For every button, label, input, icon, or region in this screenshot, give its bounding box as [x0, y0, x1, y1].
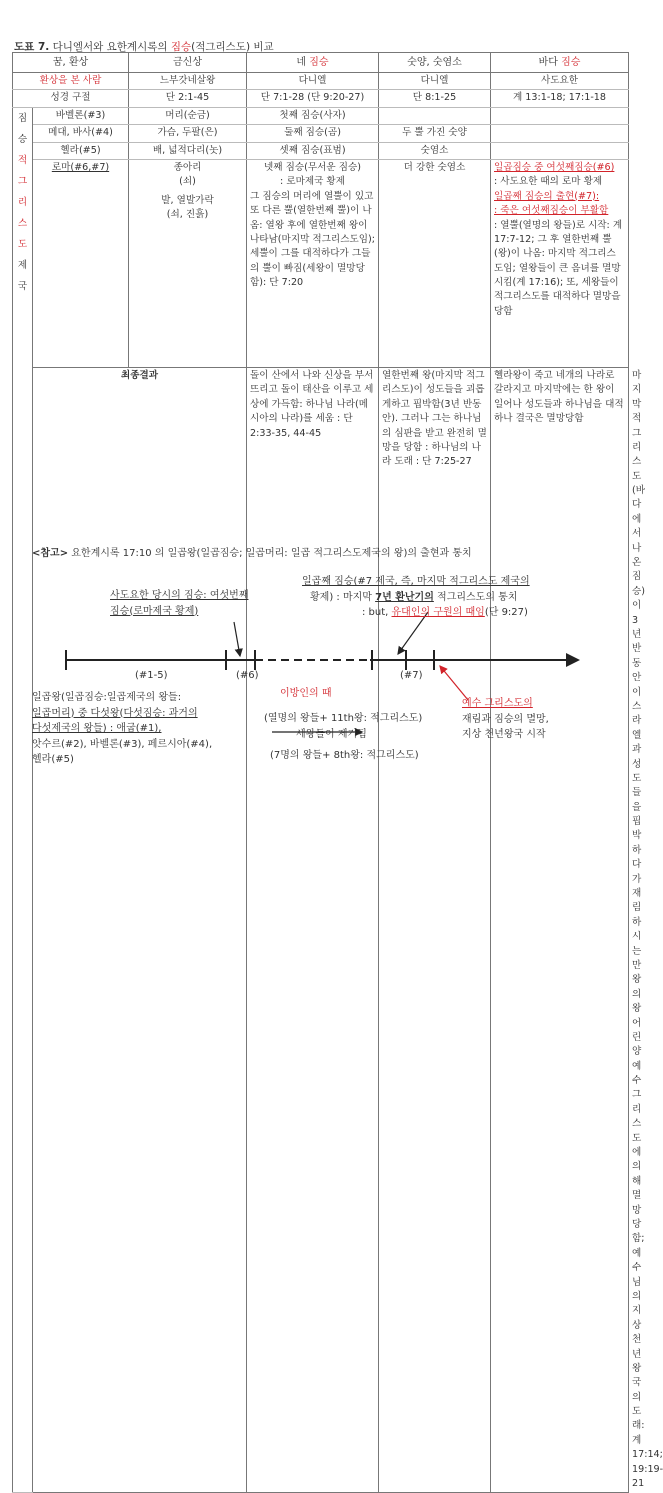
empire-cell: 헬라(#5): [33, 142, 129, 159]
second-coming-note: [462, 696, 549, 743]
empire-cell: 메대, 바사(#4): [33, 125, 129, 142]
kings-line: 다섯제국의 왕들) : 애굽(#1),: [32, 723, 162, 734]
seventh-line: [302, 574, 530, 590]
kings-line: 일곱머리) 중 다섯왕(다섯짐승: 과거의: [32, 707, 198, 719]
seventh-line: [302, 605, 530, 621]
ram-cell: 두 뿔 가진 숫양: [379, 125, 491, 142]
ten-kings-note: (열명의 왕들+ 11th왕: 적그리스도): [264, 713, 423, 724]
john-text: 사도요한 당시의 짐승: 여섯번째: [110, 590, 249, 601]
statue-text: (쇠, 진흙): [166, 209, 209, 221]
seventh-beast-note: [302, 574, 530, 621]
reference-label: 성경 구절: [13, 90, 129, 107]
side-label-char: 국: [17, 280, 28, 292]
beast-cell: 셋째 짐승(표범): [247, 142, 379, 159]
seventh-text: 유대인의 구원의 때임: [391, 607, 485, 618]
statue-text: 발, 열발가락: [161, 194, 214, 206]
five-kings-note: [32, 690, 212, 768]
label-6: (#6): [236, 670, 259, 681]
side-label-char: 리: [17, 196, 28, 208]
label-1-5: (#1-5): [135, 670, 168, 681]
final-ram: 헬라왕이 죽고 네개의 나라로 갈라지고 마지막에는 한 왕이 일어나 성도들과 하나님을 대적하나 결국은 멸망당함: [491, 367, 629, 1492]
beast-cell: 둘째 짐승(곰): [247, 125, 379, 142]
side-label-char: 제: [17, 259, 28, 271]
seventh-text: 적그리스도의 통치: [433, 591, 518, 603]
seer-label: 환상을 본 사람: [13, 73, 129, 90]
reference-cell: 계 13:1-18; 17:1-18: [491, 90, 629, 107]
reference-cell: 단 7:1-28 (단 9:20-27): [247, 90, 379, 107]
title-text-c: (적그리스도) 비교: [191, 41, 274, 53]
statue-text: (쇠): [179, 176, 196, 188]
ram-cell: 숫염소: [379, 142, 491, 159]
empire-cell: 바벨론(#3): [33, 107, 129, 124]
statue-text: 종아리: [173, 161, 202, 173]
beast-text: 그 짐승의 머리에 열뿔이 있고 또 다른 뿔(열한번째 뿔)이 나옴: 열왕 후에 열한번째 왕이 나타남(마지막 적그리스도임); 세뿔이 그를 대적하다가 그들의 뿔이 빠짐(세왕이 멸망당함): 단 7:20: [250, 190, 375, 289]
final-label-text: 최종결과: [120, 369, 159, 381]
header-cell: 꿈, 환상: [13, 53, 129, 73]
seer-cell: 사도요한: [491, 73, 629, 90]
john-text: 짐승(로마제국 황제): [110, 605, 199, 617]
end-line: 지상 천년왕국 시작: [462, 729, 546, 740]
pointer-arrow: [234, 622, 240, 656]
seventh-text: 7년 환난기의: [375, 591, 434, 603]
seventh-text: 일곱째 짐승(#7 제국, 즉, 마지막 적그리스도 제국의: [302, 576, 530, 587]
final-beast: 열한번째 왕(마지막 적그리스도)이 성도들을 괴롭게하고 핍박함(3년 반동안). 그러나 그는 하나님의 심판을 받고 완전히 멸망을 당함 : 하나님의 나라 도래 : 단 7:25-27: [379, 367, 491, 1492]
ram-cell-rome: 더 강한 숫염소: [379, 159, 491, 367]
end-line: 재림과 짐승의 멸망,: [462, 713, 549, 725]
header-cell: 숫양, 숫염소: [379, 53, 491, 73]
note-text: 요한계시록 17:10 의 일곱왕(일곱짐승; 일곱머리: 일곱 적그리스도제국의 왕)의 출현과 통치: [68, 548, 472, 559]
seventh-text: : but,: [362, 607, 392, 618]
header-text-red: 짐승: [309, 57, 329, 68]
title-prefix: 도표 7.: [14, 41, 50, 53]
beast-text: : 로마제국 황제: [280, 176, 345, 188]
side-label-char: 그: [17, 175, 28, 187]
header-text-red: 짐승: [561, 57, 581, 68]
side-label-char: 도: [17, 238, 28, 250]
seer-cell: 느부갓네살왕: [129, 73, 247, 90]
three-kings-note: 세왕들이 제거됨: [296, 729, 367, 740]
final-row: 최종결과 돌이 산에서 나와 신상을 부서뜨리고 돌이 태산을 이루고 세상에 가득함: 하나님 나라(메시아의 나라)를 세움 : 단 2:33-35, 44-45 열한번째 왕(마지막 적그리스도)이 성도들을 괴롭게하고 핍박함(3년 반동안). 그러나 그는 하나님의 심판을 받고 완전히 멸망을 당함 : 하나님의 나라 도래 : 단 7:25-27 헬라왕이 죽고 네개의 나라로 갈라지고 마지막에는 한 왕이 일어나 성도들과 하나님을 대적하나 결국은 멸망당함 마지막 적그리스도(바다에서 나온 짐승)이 3년반 동안 이스라엘과 성도들을 핍박하다가 재림하시는 만왕의 왕 어린양 예수 그리스도에 의해 멸망당함; 예수님의 지상천년왕국의 도래: 계 17:14; 19:19-21: [13, 367, 629, 1492]
seventh-text: (단 9:27): [484, 607, 528, 618]
title-text-a: 다니엘서와 요한계시록의: [49, 41, 171, 53]
reference-cell: 단 2:1-45: [129, 90, 247, 107]
final-statue: 돌이 산에서 나와 신상을 부서뜨리고 돌이 태산을 이루고 세상에 가득함: 하나님 나라(메시아의 나라)를 세움 : 단 2:33-35, 44-45: [247, 367, 379, 1492]
side-label-char: 짐: [17, 112, 28, 124]
pointer-arrow-red: [440, 666, 468, 700]
sea-text: 일곱짐승 중 여섯째짐승(#6): [494, 161, 615, 173]
seven-kings-note: (7명의 왕들+ 8th왕: 적그리스도): [270, 750, 419, 761]
end-line: 예수 그리스도의: [462, 698, 533, 709]
beast-cell: 첫째 짐승(사자): [247, 107, 379, 124]
seer-cell: 다니엘: [247, 73, 379, 90]
empire-text: 로마(#6,#7): [51, 161, 110, 173]
john-era-note: [110, 588, 249, 619]
statue-cell: 가슴, 두팔(은): [129, 125, 247, 142]
kings-line: 앗수르(#2), 바벨론(#3), 페르시아(#4),: [32, 738, 213, 750]
seventh-text: 황제) : 마지막: [310, 591, 376, 603]
seer-cell: 다니엘: [379, 73, 491, 90]
statue-cell: 배, 넓적다리(놋): [129, 142, 247, 159]
john-line: [110, 604, 249, 620]
john-line: [110, 588, 249, 604]
seventh-line: [302, 590, 530, 606]
kings-line: 헬라(#5): [32, 754, 74, 765]
side-label-char: 적: [17, 154, 28, 166]
statue-cell: 머리(순금): [129, 107, 247, 124]
header-cell: 금신상: [129, 53, 247, 73]
side-label-char: 승: [17, 133, 28, 145]
sea-text: 일곱째 짐승의 출현(#7):: [494, 190, 600, 202]
beast-text: 넷째 짐승(무서운 짐승): [264, 161, 361, 173]
gentile-label: 이방인의 때: [280, 688, 332, 699]
header-text: 바다: [538, 57, 562, 68]
sea-text: : 사도요한 때의 로마 황제: [494, 176, 603, 188]
label-7: (#7): [400, 670, 423, 681]
title-text-b: 짐승: [170, 41, 192, 53]
kings-line: 일곱왕(일곱짐승:일곱제국의 왕들:: [32, 692, 182, 703]
sea-text: : 열뿔(열명의 왕들)로 시작: 계 17:7-12; 그 후 열한번째 뿔(왕)이 나옴: 마지막 적그리스도임; 열왕들이 큰 음녀를 멸망시킴(계 17:16); 또, 세왕들이 적그리스도를 대적하다 멸망을 당함: [494, 219, 623, 317]
note-prefix: <참고>: [32, 548, 69, 559]
sea-text: : 죽은 여섯째짐승이 부활함: [494, 205, 609, 217]
reference-cell: 단 8:1-25: [379, 90, 491, 107]
header-text: 네: [296, 57, 310, 68]
side-label-char: 스: [17, 217, 28, 229]
